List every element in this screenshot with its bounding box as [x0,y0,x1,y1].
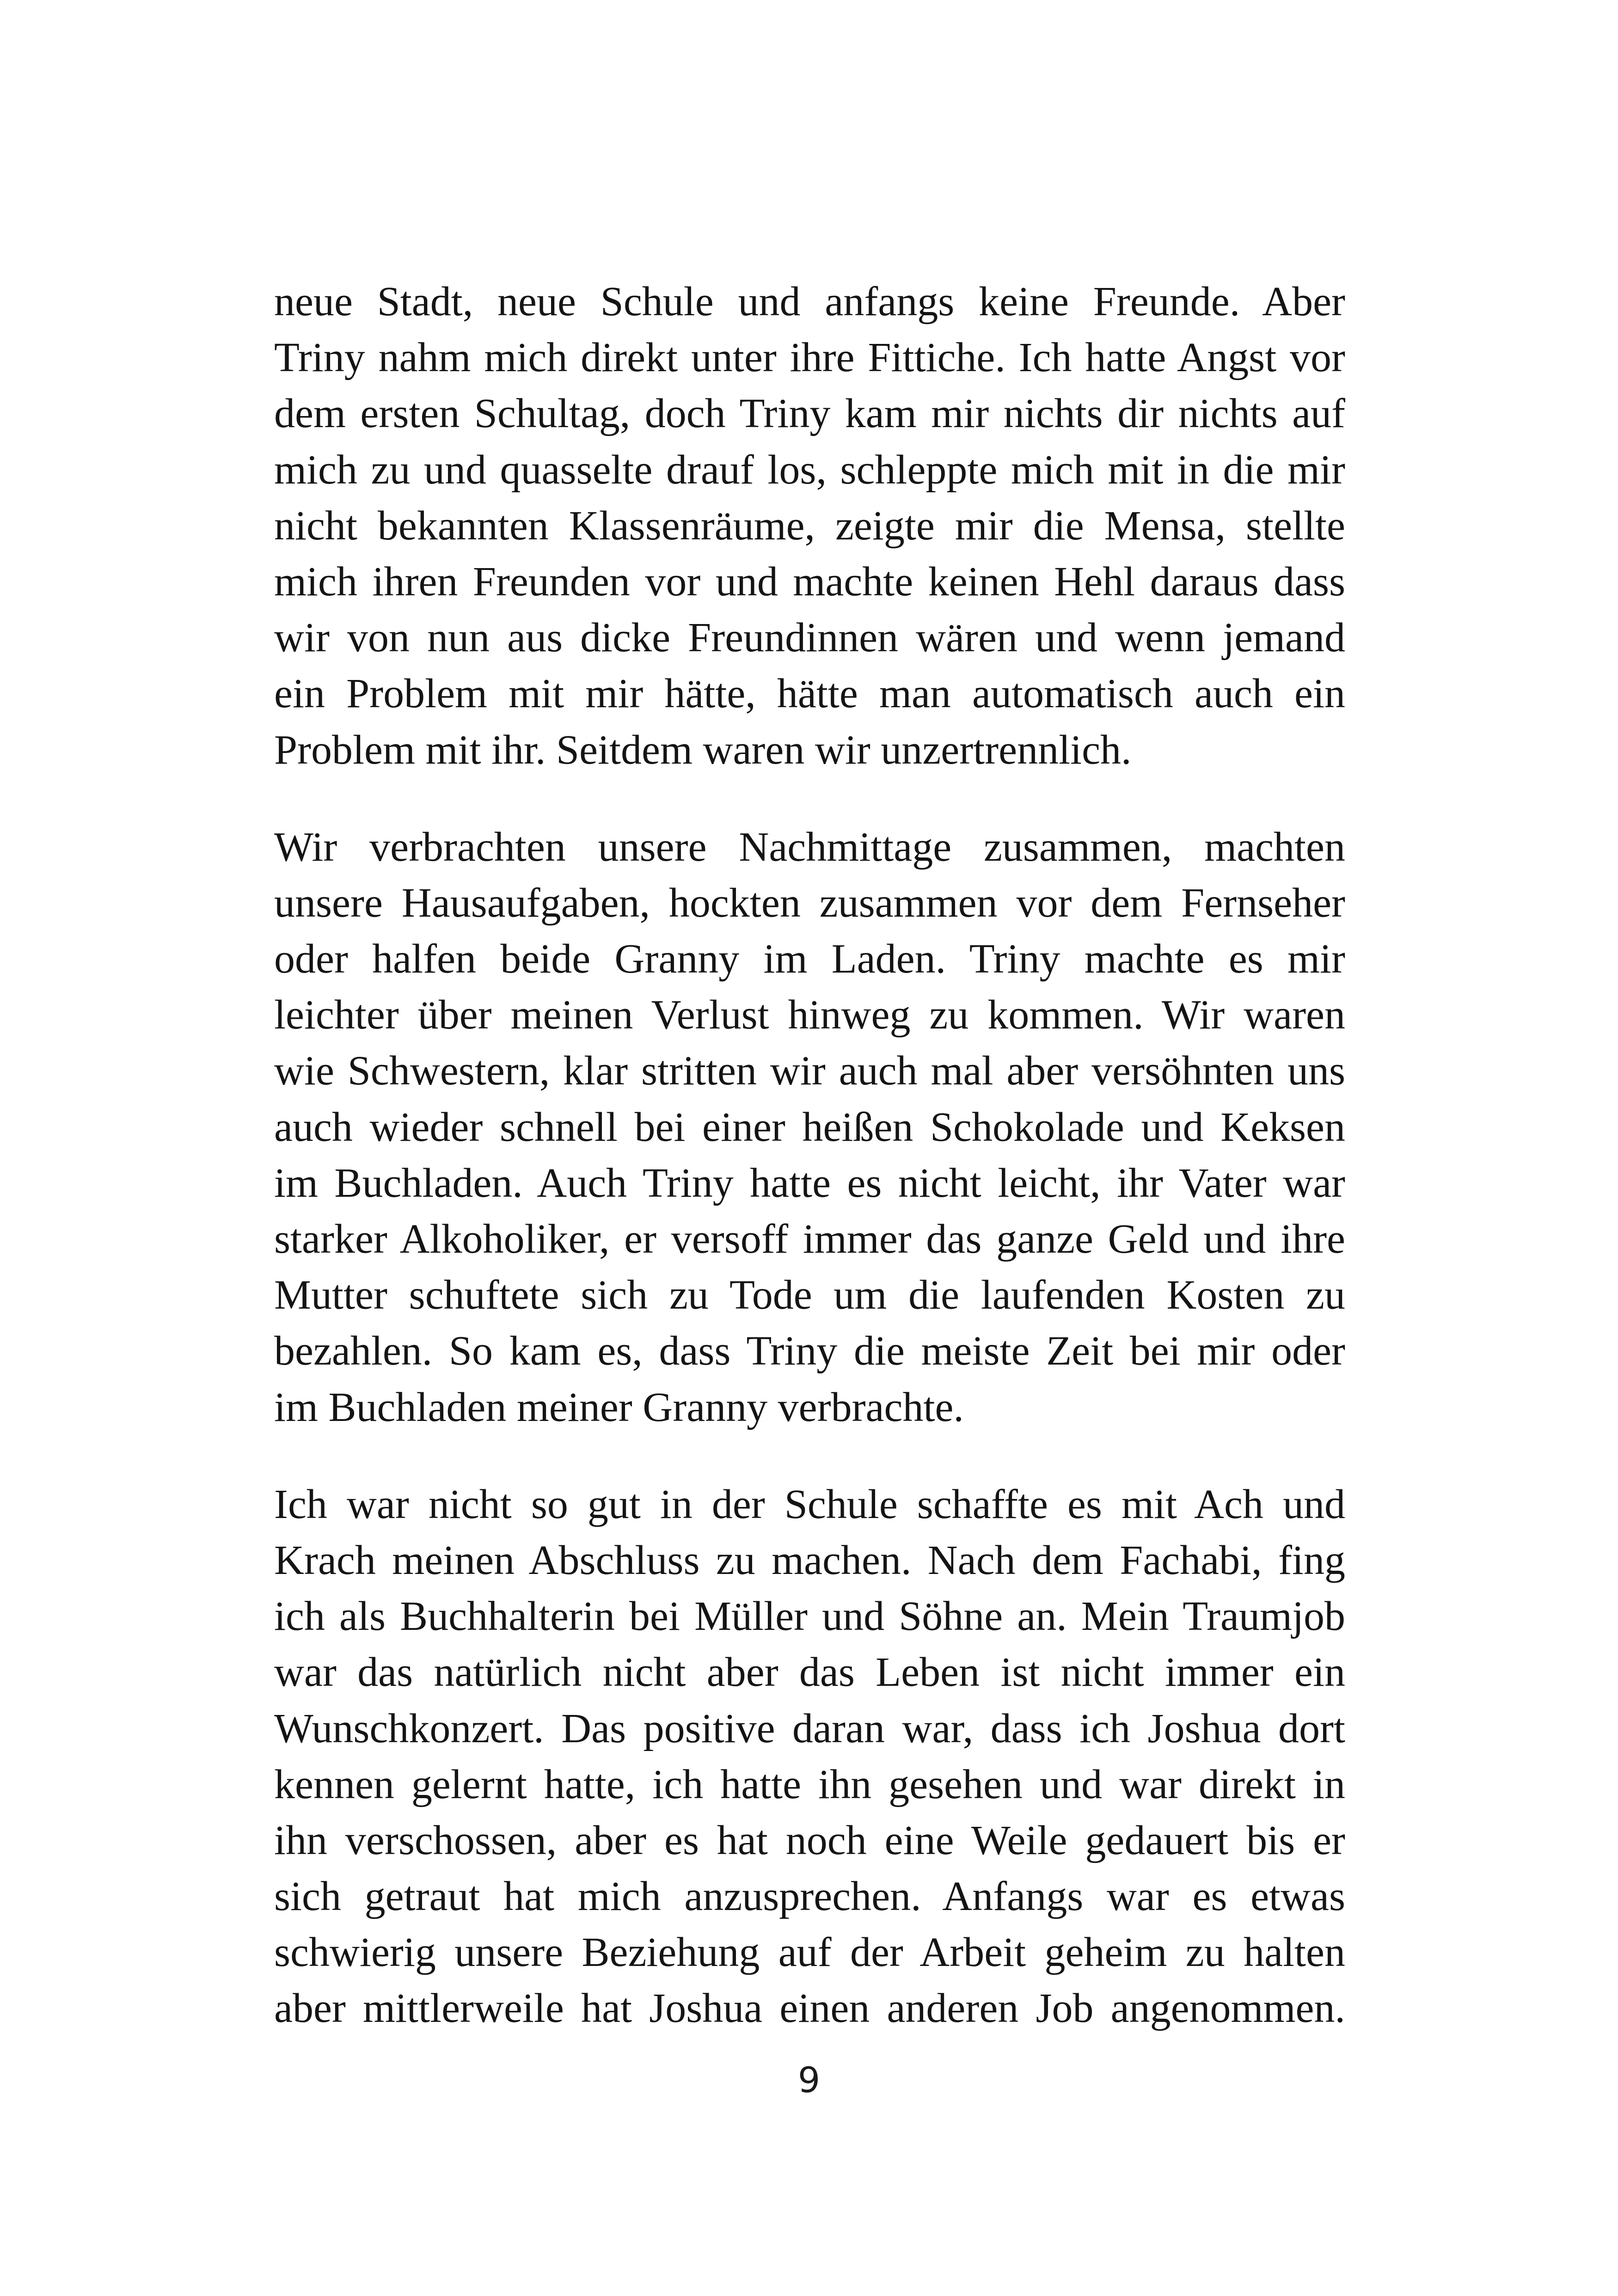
text-line: nicht bekannten Klassenräume, zeigte mir die Mensa, stellte [274,502,1345,549]
text-line: oder halfen beide Granny im Laden. Triny machte es mir [274,936,1345,982]
text-line: unsere Hausaufgaben, hockten zusammen vor dem Fernseher [274,880,1345,926]
text-line: Wir verbrachten unsere Nachmittage zusammen, machten [274,824,1345,870]
text-line: Triny nahm mich direkt unter ihre Fittiche. Ich hatte Angst vor [274,335,1345,381]
text-line: mich zu und quasselte drauf los, schleppte mich mit in die mir [274,447,1345,493]
text-line: Problem mit ihr. Seitdem waren wir unzertrennlich. [274,727,1132,773]
body-text [274,274,1345,2037]
text-line: im Buchladen meiner Granny verbrachte. [274,1384,964,1430]
page-number: 9 [797,2059,821,2100]
text-line: wie Schwestern, klar stritten wir auch mal aber versöhnten uns [274,1048,1345,1094]
text-line: sich getraut hat mich anzusprechen. Anfangs war es etwas [274,1874,1345,1920]
paragraph-1 [274,274,1345,778]
text-line: schwierig unsere Beziehung auf der Arbeit geheim zu halten [274,1929,1345,1976]
paragraph-3 [274,1476,1345,2037]
paragraph-2 [274,819,1345,1435]
text-line: leichter über meinen Verlust hinweg zu kommen. Wir waren [274,992,1345,1038]
text-line: ihn verschossen, aber es hat noch eine Weile gedauert bis er [274,1817,1345,1863]
text-line: Wunschkonzert. Das positive daran war, dass ich Joshua dort [274,1705,1345,1751]
text-line: mich ihren Freunden vor und machte keinen Hehl daraus dass [274,558,1345,605]
text-line: kennen gelernt hatte, ich hatte ihn gesehen und war direkt in [274,1761,1345,1807]
text-line: bezahlen. So kam es, dass Triny die meiste Zeit bei mir oder [274,1328,1345,1374]
text-line: ein Problem mit mir hätte, hätte man automatisch auch ein [274,671,1345,717]
text-line: Ich war nicht so gut in der Schule schaffte es mit Ach und [274,1481,1345,1527]
text-line: Krach meinen Abschluss zu machen. Nach dem Fachabi, fing [274,1537,1345,1583]
text-line: im Buchladen. Auch Triny hatte es nicht leicht, ihr Vater war [274,1160,1345,1206]
text-line: neue Stadt, neue Schule und anfangs keine Freunde. Aber [274,279,1345,325]
text-line: dem ersten Schultag, doch Triny kam mir nichts dir nichts auf [274,391,1345,437]
text-line: ich als Buchhalterin bei Müller und Söhne an. Mein Traumjob [274,1593,1345,1640]
text-line: auch wieder schnell bei einer heißen Schokolade und Keksen [274,1104,1345,1150]
text-line: starker Alkoholiker, er versoff immer das ganze Geld und ihre [274,1216,1345,1262]
text-line: war das natürlich nicht aber das Leben ist nicht immer ein [274,1649,1345,1696]
text-line: Mutter schuftete sich zu Tode um die laufenden Kosten zu [274,1272,1345,1318]
text-line: wir von nun aus dicke Freundinnen wären und wenn jemand [274,615,1345,661]
text-line: aber mittlerweile hat Joshua einen anderen Job angenommen. [274,1985,1345,2032]
